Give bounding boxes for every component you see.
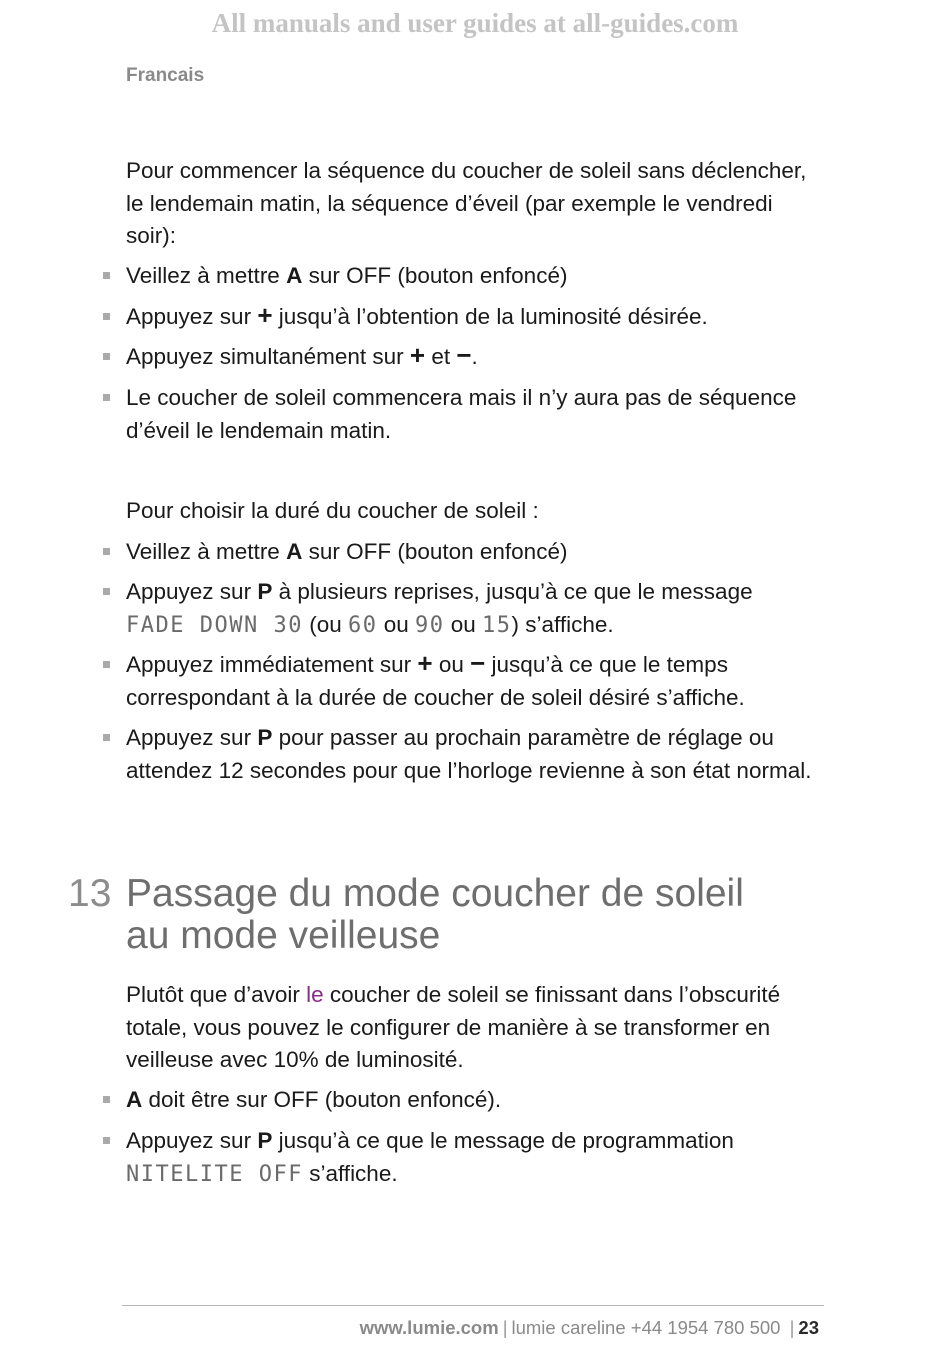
section-title: Passage du mode coucher de soleil au mode veilleuse	[126, 872, 744, 957]
list-item: Le coucher de soleil commencera mais il n’y aura pas de séquence d’éveil le lendemain matin.	[126, 382, 836, 447]
lcd-message: 60	[347, 612, 378, 638]
bullet-icon	[103, 394, 110, 401]
plus-key: +	[417, 648, 433, 678]
watermark: All manuals and user guides at all-guides.com	[211, 8, 739, 38]
bullet-icon	[103, 588, 110, 595]
bullet-icon	[103, 353, 110, 360]
key-label: P	[257, 579, 273, 604]
list-item: Veillez à mettre A sur OFF (bouton enfoncé)	[126, 260, 836, 293]
section13-intro: Plutôt que d’avoir le coucher de soleil se finissant dans l’obscurité totale, vous pouvez le configurer de manière à se transformer en veilleuse avec 10% de luminosité.	[126, 982, 781, 1072]
bullet-icon	[103, 1137, 110, 1144]
minus-key: −	[456, 340, 472, 370]
list-item: A doit être sur OFF (bouton enfoncé).	[126, 1084, 836, 1117]
bullet-icon	[103, 1096, 110, 1103]
bullet-icon	[103, 548, 110, 555]
lcd-message: 15	[482, 612, 512, 638]
bullet-icon	[103, 313, 110, 320]
lcd-message: NITELITE OFF	[126, 1161, 303, 1187]
key-label: A	[286, 263, 303, 288]
bullet-icon	[103, 661, 110, 668]
key-label: P	[257, 725, 273, 750]
language-label: Francais	[126, 65, 205, 86]
list-item: Appuyez sur P jusqu’à ce que le message de programmation NITELITE OFF s’affiche.	[126, 1125, 836, 1191]
plus-key: +	[257, 300, 273, 330]
key-label: P	[257, 1128, 273, 1153]
footer-careline: lumie careline +44 1954 780 500	[511, 1317, 781, 1338]
plus-key: +	[409, 340, 426, 370]
list-item: Veillez à mettre A sur OFF (bouton enfoncé)	[126, 536, 836, 569]
list-item: Appuyez simultanément sur + et −.	[126, 341, 836, 374]
lcd-message: FADE DOWN 30	[126, 612, 303, 638]
key-label: A	[286, 539, 303, 564]
section-number: 13	[68, 872, 112, 915]
key-label: A	[126, 1087, 143, 1112]
section1-intro: Pour commencer la séquence du coucher de soleil sans déclencher, le lendemain matin, la séquence d’éveil (par exemple le vendredi soir):	[126, 158, 807, 248]
list-item: Appuyez sur + jusqu’à l’obtention de la luminosité désirée.	[126, 301, 836, 334]
minus-key: −	[470, 648, 486, 678]
section2-intro: Pour choisir la duré du coucher de soleil :	[126, 498, 539, 523]
lcd-message: 90	[415, 612, 445, 638]
list-item: Appuyez immédiatement sur + ou − jusqu’à ce que le temps correspondant à la durée de coucher de soleil désiré s’affiche.	[126, 649, 836, 714]
list-item: Appuyez sur P à plusieurs reprises, jusqu’à ce que le message FADE DOWN 30 (ou 60 ou 90 ou 15) s’affiche.	[126, 576, 836, 642]
highlighted-word: le	[306, 982, 324, 1007]
bullet-icon	[103, 272, 110, 279]
footer: www.lumie.com | lumie careline +44 1954 780 500 | 23	[359, 1317, 819, 1338]
page-number: 23	[798, 1317, 819, 1338]
list-item: Appuyez sur P pour passer au prochain paramètre de réglage ou attendez 12 secondes pour que l’horloge revienne à son état normal.	[126, 722, 836, 787]
footer-divider	[122, 1305, 824, 1306]
bullet-icon	[103, 734, 110, 741]
footer-site-link[interactable]: www.lumie.com	[359, 1317, 499, 1338]
